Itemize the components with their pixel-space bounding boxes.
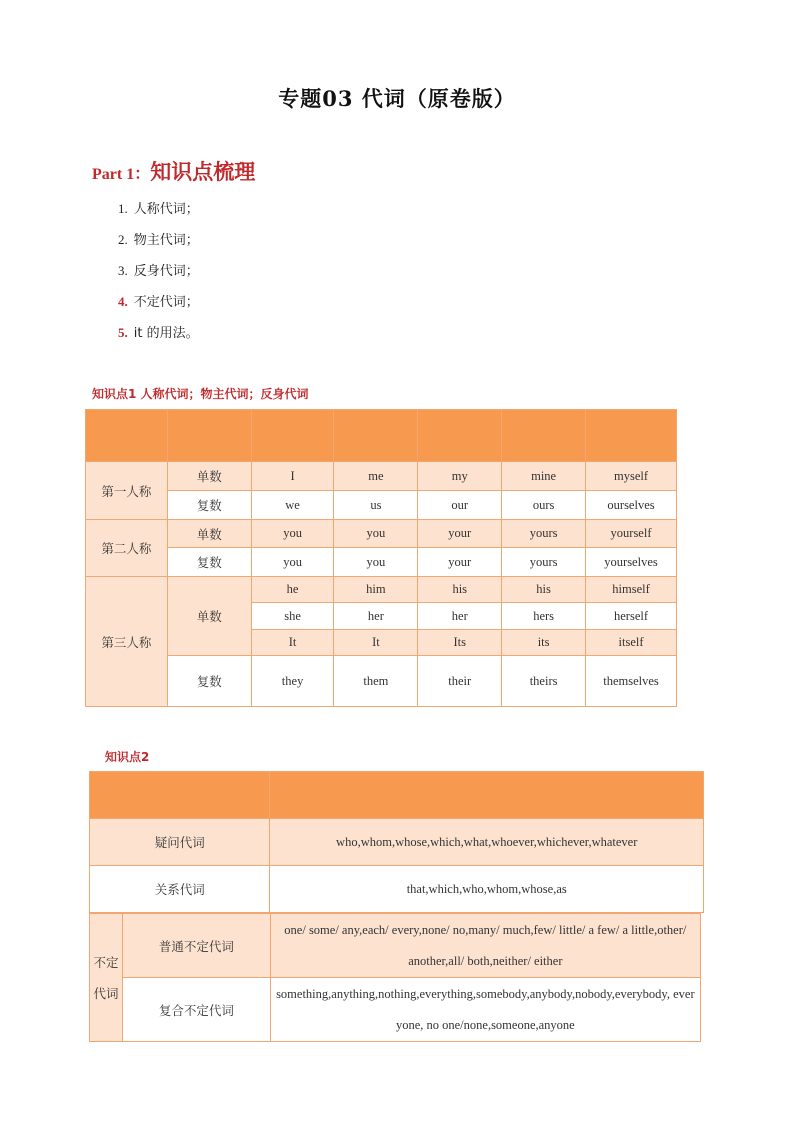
part-prefix: Part 1： [92,166,151,183]
list-item [118,322,199,353]
group-label-line: 不定 [93,954,119,970]
header-cell [251,410,334,462]
table-cell: who,whom,whose,which,what,whoever,whichever,whatever [270,819,704,866]
table-row [90,819,704,866]
table-cell: you [251,520,334,548]
table-cell: yourself [586,520,677,548]
table-cell: your [418,548,502,577]
list-item [118,229,199,260]
table-header-row [86,410,677,462]
list-item [118,260,199,291]
group-label [90,914,123,1042]
number-label: 复数 [167,548,251,577]
header-cell [334,410,418,462]
table-cell: myself [586,462,677,491]
table-cell: my [418,462,502,491]
number-label: 单数 [167,577,251,656]
header-cell [502,410,586,462]
table-cell: itself [586,630,677,656]
header-cell [586,410,677,462]
table-cell: that,which,who,whom,whose,as [270,866,704,913]
table-cell: she [251,603,334,630]
number-label: 复数 [167,491,251,520]
list-number: 5. [118,325,128,340]
list-number: 3. [118,263,128,278]
row-label: 普通不定代词 [122,914,270,978]
number-label: 单数 [167,462,251,491]
table-cell: your [418,520,502,548]
person-label: 第二人称 [86,520,168,577]
table-cell: you [334,520,418,548]
table-cell: yours [502,548,586,577]
header-cell [86,410,168,462]
group-label-line: 代词 [93,985,119,1001]
table-row [86,491,677,520]
table-cell: one/ some/ any,each/ every,none/ no,many/ much,few/ little/ a few/ a little,other/ another,all/ both,neither/ either [270,914,700,978]
table-cell: their [418,656,502,707]
row-label: 关系代词 [90,866,270,913]
table-cell: himself [586,577,677,603]
list-item [118,198,199,229]
table-row [90,914,701,978]
part-title: 知识点梳理 [150,160,256,184]
table-cell: I [251,462,334,491]
pronoun-table [85,409,677,707]
table-cell: you [334,548,418,577]
part-heading [92,156,255,186]
list-item [118,291,199,322]
list-text: 不定代词； [133,295,199,310]
list-text: 物主代词； [133,233,199,248]
number-label: 复数 [167,656,251,707]
table-cell: our [418,491,502,520]
table-cell: hers [502,603,586,630]
table-cell: Its [418,630,502,656]
page-title: 专题03 代词（原卷版） [278,86,516,111]
indefinite-pronoun-table [89,913,701,1042]
table-cell: him [334,577,418,603]
list-text: 人称代词； [133,202,199,217]
table-cell: yours [502,520,586,548]
table-cell: we [251,491,334,520]
table-cell: me [334,462,418,491]
table-cell: her [334,603,418,630]
header-cell [270,772,704,819]
list-number: 1. [118,201,128,216]
header-cell [167,410,251,462]
table-cell: her [418,603,502,630]
table-row [86,577,677,603]
table-row [90,978,701,1042]
header-cell [90,772,270,819]
knowledge-point-2-heading: 知识点2 [105,750,150,764]
table-cell: ourselves [586,491,677,520]
row-label: 复合不定代词 [122,978,270,1042]
table-cell: ours [502,491,586,520]
row-label: 疑问代词 [90,819,270,866]
table-row [86,548,677,577]
knowledge-point-1-heading: 知识点1 人称代词；物主代词；反身代词 [92,387,309,401]
person-label: 第一人称 [86,462,168,520]
table-cell: his [418,577,502,603]
table-cell: you [251,548,334,577]
table-row [86,656,677,707]
table-cell: us [334,491,418,520]
topic-list [118,198,199,353]
table-cell: them [334,656,418,707]
table-cell: he [251,577,334,603]
list-text: 反身代词； [133,264,199,279]
table-row [90,866,704,913]
table-row [86,462,677,491]
table-cell: yourselves [586,548,677,577]
person-label: 第三人称 [86,577,168,707]
table-cell: his [502,577,586,603]
list-number: 2. [118,232,128,247]
table-cell: theirs [502,656,586,707]
table-cell: themselves [586,656,677,707]
number-label: 单数 [167,520,251,548]
table-cell: It [334,630,418,656]
table-cell: they [251,656,334,707]
table-row [86,520,677,548]
header-cell [418,410,502,462]
table-cell: It [251,630,334,656]
list-number: 4. [118,294,128,309]
table-cell: mine [502,462,586,491]
table-cell: herself [586,603,677,630]
table-cell: something,anything,nothing,everything,somebody,anybody,nobody,everybody, everyone, no one/none,someone,anyone [270,978,700,1042]
list-text: it 的用法。 [133,326,199,341]
pronoun-type-table [89,771,704,913]
table-header-row [90,772,704,819]
table-cell: its [502,630,586,656]
